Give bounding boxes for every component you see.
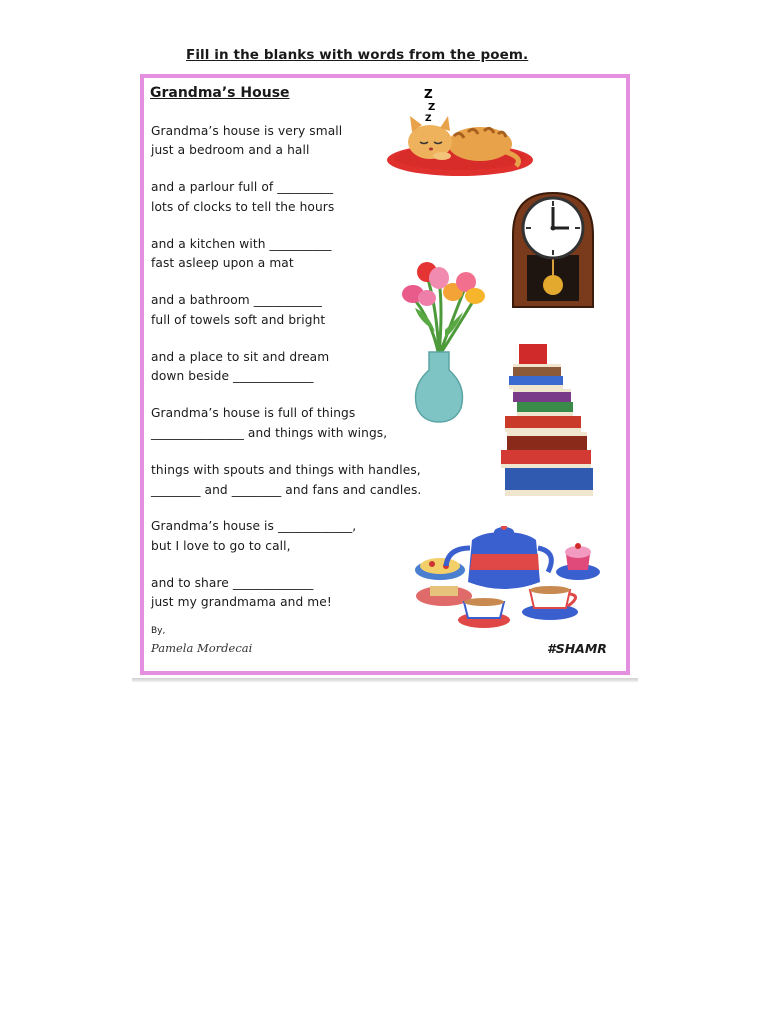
flower-vase-illustration xyxy=(391,258,489,426)
author-name: Pamela Mordecai xyxy=(151,641,253,655)
poem-line: Grandma’s house is full of things xyxy=(151,406,356,420)
instruction-heading: Fill in the blanks with words from the poem. xyxy=(186,47,529,63)
poem-title: Grandma’s House xyxy=(150,85,290,101)
poem-line: down beside _____________ xyxy=(151,369,314,383)
sleep-z-icon: Z xyxy=(424,87,433,101)
wall-clock-illustration xyxy=(509,191,597,309)
poem-line: fast asleep upon a mat xyxy=(151,256,294,270)
sleep-z-icon: Z xyxy=(428,102,436,113)
tea-set-illustration xyxy=(412,526,602,630)
byline: By, xyxy=(151,626,166,636)
poem-line: Grandma’s house is ____________, xyxy=(151,519,357,533)
poem-line: Grandma’s house is very small xyxy=(151,124,343,138)
poem-line: just a bedroom and a hall xyxy=(151,143,310,157)
poem-line: and a parlour full of _________ xyxy=(151,180,334,194)
poem-line: full of towels soft and bright xyxy=(151,313,326,327)
page-edge-shadow xyxy=(132,678,638,682)
poem-line: and a place to sit and dream xyxy=(151,350,330,364)
poem-line: ________ and ________ and fans and candles. xyxy=(151,483,422,497)
poem-line: and a kitchen with __________ xyxy=(151,237,332,251)
book-stack-illustration xyxy=(499,342,597,500)
sleeping-cat-illustration xyxy=(384,86,536,180)
poem-line: lots of clocks to tell the hours xyxy=(151,200,335,214)
poem-line: and a bathroom ___________ xyxy=(151,293,322,307)
poem-line: but I love to go to call, xyxy=(151,539,291,553)
poem-line: things with spouts and things with handles, xyxy=(151,463,421,477)
poem-line: and to share _____________ xyxy=(151,576,314,590)
poem-line: _______________ and things with wings, xyxy=(151,426,388,440)
sleep-z-icon: Z xyxy=(425,114,432,124)
poem-line: just my grandmama and me! xyxy=(151,595,332,609)
hashtag: #SHAMR xyxy=(547,641,607,656)
